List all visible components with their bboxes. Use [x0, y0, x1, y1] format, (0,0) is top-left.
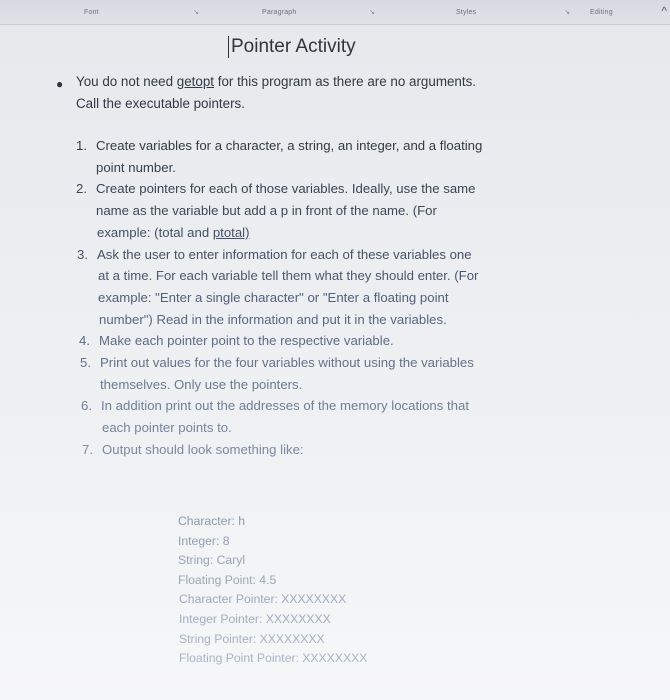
intro-line-2: Call the executable pointers.	[76, 96, 245, 111]
ribbon-group-paragraph: Paragraph	[262, 9, 297, 16]
font-dialog-launcher-icon[interactable]: ↘	[193, 9, 199, 16]
output-line: String Pointer: XXXXXXXX	[179, 631, 325, 646]
step-text-line: In addition print out the addresses of the memory locations that	[101, 398, 469, 414]
example-text: example: (total and	[97, 224, 213, 240]
output-line: Integer Pointer: XXXXXXXX	[179, 612, 331, 626]
step-text-line: number") Read in the information and put it in the variables.	[99, 311, 447, 327]
step-text-line: Create variables for a character, a string, an integer, and a floating	[96, 138, 483, 153]
step-number: 6.	[81, 398, 92, 414]
intro-line-1-end: for this program as there are no arguments.	[214, 74, 477, 89]
output-line: Character: h	[178, 514, 246, 528]
intro-line-1	[76, 74, 476, 89]
step-text-line: Create pointers for each of those variables. Ideally, use the same	[96, 181, 476, 197]
ribbon-group-labels	[0, 0, 670, 25]
output-line: Character Pointer: XXXXXXXX	[179, 592, 347, 607]
output-line: Floating Point Pointer: XXXXXXXX	[179, 651, 368, 666]
page-title: Pointer Activity	[228, 36, 356, 58]
step-number: 2.	[76, 181, 87, 197]
step-number: 7.	[82, 441, 93, 457]
step-number: 4.	[79, 333, 90, 349]
output-line: String: Caryl	[178, 553, 246, 568]
collapse-ribbon-icon[interactable]: ^	[661, 4, 667, 18]
document-body[interactable]	[0, 24, 670, 700]
ptotal-word: ptotal)	[212, 224, 250, 240]
getopt-word: getopt	[176, 74, 215, 89]
step-text-line: themselves. Only use the pointers.	[100, 376, 303, 392]
step-number: 1.	[76, 138, 87, 153]
ribbon-group-styles: Styles	[456, 9, 477, 16]
step-text-line: each pointer points to.	[102, 420, 232, 436]
output-line: Integer: 8	[178, 533, 230, 548]
step-text-line: name as the variable but add a p in front of the name. (For	[96, 203, 437, 219]
step-text-line: Output should look something like:	[102, 441, 304, 457]
intro-line-1-start: You do not need	[76, 74, 177, 89]
step-text-line	[97, 225, 249, 240]
step-text-line: at a time. For each variable tell them what they should enter. (For	[98, 268, 479, 284]
step-text-line: Ask the user to enter information for each of these variables one	[97, 246, 472, 262]
paragraph-dialog-launcher-icon[interactable]: ↘	[369, 9, 375, 16]
step-text-line: example: "Enter a single character" or "Enter a floating point	[98, 289, 449, 305]
step-number: 3.	[77, 246, 88, 262]
output-line: Floating Point: 4.5	[178, 572, 277, 587]
step-text-line: point number.	[96, 159, 176, 175]
ribbon-group-editing: Editing	[590, 9, 613, 16]
styles-dialog-launcher-icon[interactable]: ↘	[564, 9, 570, 16]
ribbon-group-font: Font	[84, 9, 99, 16]
bullet-dot-icon: ●	[56, 77, 64, 91]
step-text-line: Make each pointer point to the respective variable.	[99, 333, 394, 349]
step-number: 5.	[80, 355, 91, 370]
step-text-line: Print out values for the four variables without using the variables	[100, 355, 474, 370]
